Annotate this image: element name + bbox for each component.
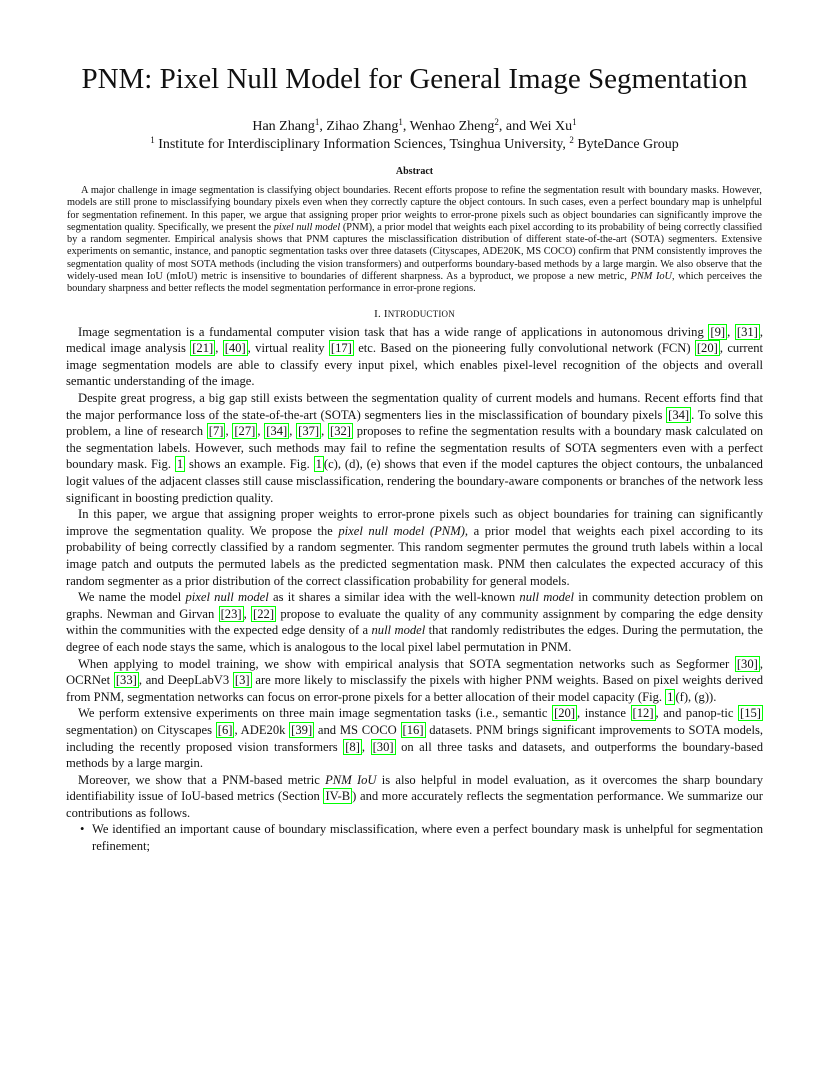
citation-link[interactable]: [40]: [224, 341, 246, 356]
citation-link[interactable]: [9]: [710, 324, 726, 339]
section-heading: [66, 308, 763, 320]
citation-link[interactable]: [39]: [291, 722, 313, 737]
abstract-part: A major challenge in image segmentation is classifying object boundaries. Recent efforts propose to refine the segmentation result with boundary masks. However, models are still prone to misclassifying boundary pixels even when they correctly capture the object contours. In such cases, even a perfect boundary map is unhelpful for segmentation refinement. In this paper, we argue that assigning proper prior weights to error-prone pixels such as object boundaries can significantly improve the segmentation quality. Specifically, we present the: [67, 185, 762, 233]
citation-link[interactable]: [30]: [736, 656, 758, 671]
author-name: Zihao Zhang: [326, 119, 399, 134]
citation-link[interactable]: [22]: [253, 606, 275, 621]
affiliation-marker: 2: [569, 135, 574, 145]
emphasis: null model: [371, 623, 426, 638]
figure-link[interactable]: 1: [176, 457, 184, 472]
abstract-part: (PNM), a prior model that weights each pixel according to its probability of being correctly classified by a random segmenter. Empirical analysis shows that PNM captures the misclassification distribution of different state-of-the-art (SOTA) segmenters. Extensive experiments on semantic, instance, and panoptic segmentation tasks over three datasets (Cityscapes, ADE20K, MS COCO) confirm that PNM consistently improves the segmentation quality of most SOTA methods (including the vision transformers) and outperforms boundary-based methods by a large margin. We also observe that the widely-used mean IoU (mIoU) metric is insensitive to boundaries of different sharpness. As a byproduct, we propose a new metric,: [67, 221, 763, 283]
citation-link[interactable]: [8]: [345, 739, 360, 754]
abstract-part: , which perceives the boundary sharpness and better reflects the model segmentation performance in error-prone regions.: [67, 271, 762, 295]
affiliation-marker: 2: [494, 117, 499, 127]
citation-link[interactable]: [34]: [266, 424, 288, 439]
author-name: Han Zhang: [252, 119, 315, 134]
figure-link[interactable]: 1: [667, 689, 674, 704]
citation-link[interactable]: [20]: [696, 341, 718, 356]
abstract-text: [66, 185, 763, 296]
affiliation-marker: 1: [150, 135, 155, 145]
paragraph-2: Despite great progress, a big gap still exists between the segmentation quality of current models and humans. Recent efforts find that the major performance loss of the state-of-the-art (SOTA) segmenters lies in the misclassification of boundary pixels [34] . To solve this problem, a line of research [7] , [27] , [34] , [37] , [32] proposes to refine the segmentation results with a boundary mask calculated on the segmentation labels. However, such methods may fail to refine the segmentation results of SOTA segmenters even with a perfect boundary mask. Fig. 1 shows an example. Fig. 1 (c), (d), (e) shows that even if the model captures the object contours, the unbalanced logit values of the adjacent classes still cause misclassification, rendering the boundary-aware components or branches of the network less significant in boosting prediction quality.: [66, 391, 764, 505]
citation-link[interactable]: [31]: [736, 324, 758, 339]
emphasis: null model: [519, 590, 575, 605]
emphasis: pixel null model (PNM): [338, 523, 465, 538]
affiliation-2: ByteDance Group: [577, 137, 679, 152]
abstract-emphasis: pixel null model: [273, 221, 341, 233]
affiliation-marker: 1: [572, 117, 577, 127]
emphasis: pixel null model: [185, 590, 269, 605]
citation-link[interactable]: [37]: [298, 424, 320, 439]
paragraph-3: In this paper, we argue that assigning proper weights to error-prone pixels such as object boundaries for training can significantly improve the segmentation quality. We propose the pixel null model (PNM), a prior model that weights each pixel according to its probability of being correctly classified by a random segmenter. This random segmenter permutes the ground truth labels within a local image patch and outputs the permuted labels as the predicted segmentation mask. PNM then calculates the expected accuracy of this random segmenter as a prior distribution of the correct classification probability for general models.: [66, 507, 763, 588]
section-number: I. I: [374, 307, 388, 320]
section-link[interactable]: IV-B: [325, 789, 351, 804]
paragraph-1: Image segmentation is a fundamental computer vision task that has a wide range of applications in autonomous driving [9] , [31] , medical image analysis [21] , [40] , virtual reality [17] etc. Based on the pioneering fully convolutional network (FCN) [20] , current image segmentation models are able to classify every input pixel, which enables pixel-level recognition of the objects and overall semantic understanding of the image.: [66, 324, 764, 389]
citation-link[interactable]: [23]: [220, 606, 242, 621]
author-name: Wenhao Zheng: [409, 119, 495, 134]
paper-title: PNM: Pixel Null Model for General Image Segmentation: [81, 63, 748, 95]
citation-link[interactable]: [15]: [740, 706, 761, 721]
author-name: and Wei Xu: [505, 119, 573, 134]
citation-link[interactable]: [34]: [668, 407, 690, 422]
citation-link[interactable]: [21]: [192, 341, 214, 356]
citation-link[interactable]: [20]: [554, 706, 576, 721]
affiliation-marker: 1: [398, 117, 403, 127]
section-name: NTRODUCTION: [387, 308, 455, 319]
citation-link[interactable]: [33]: [115, 673, 137, 688]
figure-link[interactable]: 1: [315, 457, 322, 472]
contribution-text: We identified an important cause of boundary misclassification, where even a perfect boundary mask is unhelpful for segmentation refinement;: [92, 822, 763, 854]
paragraph-4: We name the model pixel null model as it shares a similar idea with the well-known null model in community detection problem on graphs. Newman and Girvan [23] , [22] propose to evaluate the quality of any community assignment by comparing the edge density within the communities with the expected edge density of a null model that randomly redistributes the edges. During the permutation, the degree of each node stays the same, which is analogous to the local pixel label permutation in PNM.: [66, 590, 764, 654]
affiliation-marker: 1: [314, 117, 320, 127]
abstract-emphasis: PNM IoU: [630, 271, 672, 283]
citation-link[interactable]: [7]: [208, 424, 224, 439]
citation-link[interactable]: [17]: [330, 341, 352, 356]
citation-link[interactable]: [16]: [402, 722, 424, 737]
citation-link[interactable]: [27]: [234, 424, 256, 439]
bullet-icon: •: [80, 822, 85, 837]
citation-link[interactable]: [32]: [330, 424, 351, 439]
author-list: Han Zhang$^1$, Zihao Zhang$^1$, Wenhao Zheng$^2$, and Wei Xu$^1$: [252, 117, 577, 134]
citation-link[interactable]: [6]: [217, 722, 233, 737]
citation-link[interactable]: [30]: [372, 739, 394, 754]
paragraph-7: Moreover, we show that a PNM-based metric PNM IoU is also helpful in model evaluation, as it overcomes the sharp boundary identifiability issue of IoU-based metrics (Section IV-B ) and more accurately reflects the segmentation performance. We summarize our contributions as follows.: [66, 772, 763, 820]
paragraph-6: We perform extensive experiments on three main image segmentation tasks (i.e., semantic [20] , instance [12] , and panop-tic [15] segmentation) on Cityscapes [6] , ADE20k [39] and MS COCO [16] datasets. PNM brings significant improvements to SOTA models, including the recently proposed vision transformers [8] , [30] on all three tasks and datasets, and outperforms the boundary-based methods by a large margin.: [66, 706, 764, 771]
citation-link[interactable]: [12]: [632, 706, 654, 721]
affiliations: [66, 136, 763, 154]
introduction-body: [66, 324, 763, 855]
abstract-heading: Abstract: [395, 166, 434, 177]
paragraph-5: When applying to model training, we show with empirical analysis that SOTA segmentation networks such as Segformer [30] , OCRNet [33] , and DeepLabV3 [3] are more likely to misclassify the pixels with higher PNM weights. Based on pixel weights derived from PNM, segmentation networks can focus on error-prone pixels for a better allocation of their model capacity (Fig. 1 (f), (g)).: [66, 656, 763, 704]
paper-page: [66, 55, 763, 855]
contribution-list-item: [66, 821, 763, 854]
citation-link[interactable]: [3]: [234, 673, 250, 688]
affiliation-1: Institute for Interdisciplinary Information Sciences, Tsinghua University,: [158, 137, 566, 152]
emphasis: PNM IoU: [325, 772, 377, 787]
